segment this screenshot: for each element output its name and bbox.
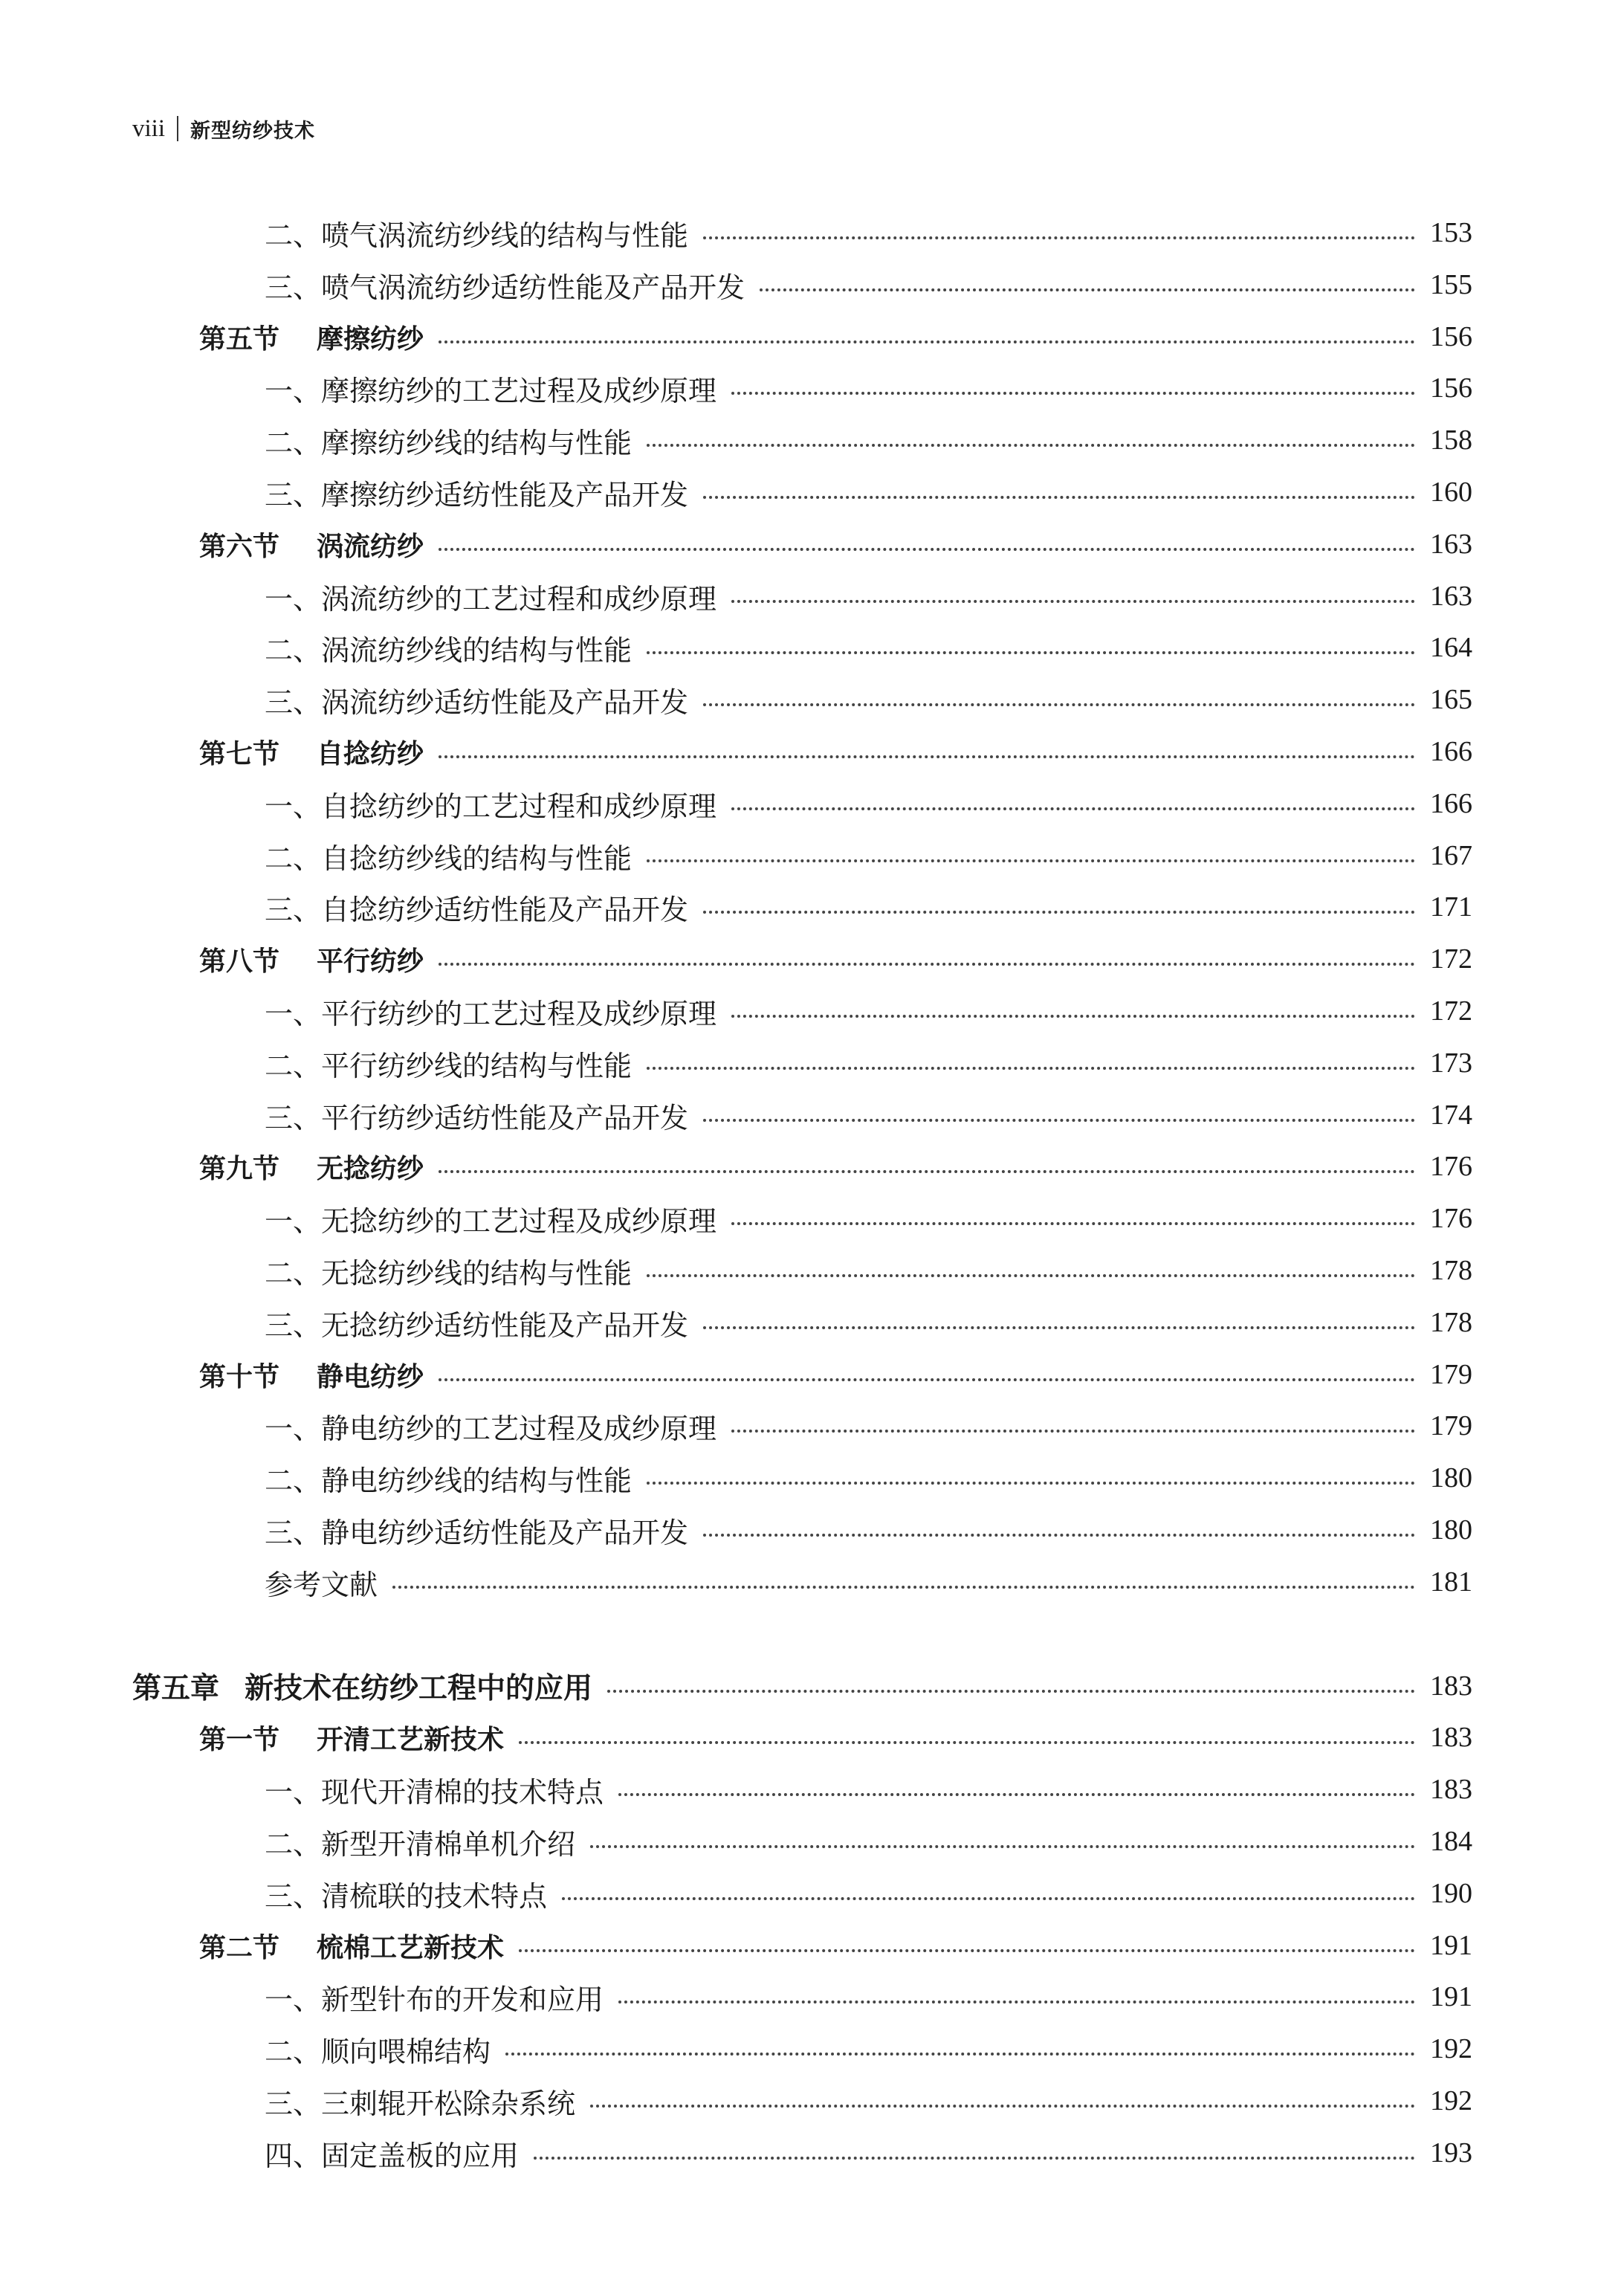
toc-section-entry (199, 1352, 1472, 1397)
entry-page-number: 192 (1430, 2085, 1472, 2116)
entry-page-number: 163 (1430, 529, 1472, 560)
dot-leader (703, 236, 1415, 239)
entry-title: 摩擦纺纱适纺性能及产品开发 (321, 478, 689, 511)
entry-title: 静电纺纱的工艺过程及成纱原理 (321, 1412, 717, 1445)
entry-title: 涡流纺纱适纺性能及产品开发 (321, 685, 689, 719)
toc-subsection-entry (265, 2027, 1472, 2071)
toc-subsection-entry (265, 1974, 1472, 2019)
entry-number: 三、 (265, 1308, 322, 1342)
dot-leader (618, 2001, 1415, 2003)
entry-title: 涡流纺纱的工艺过程和成纱原理 (321, 582, 717, 616)
entry-page-number: 191 (1430, 1930, 1472, 1961)
entry-number: 三、 (265, 685, 322, 719)
entry-number: 一、 (265, 1775, 322, 1809)
entry-page-number: 166 (1430, 736, 1472, 767)
entry-number: 三、 (265, 893, 322, 926)
toc-subsection-entry (265, 2131, 1472, 2175)
entry-text (265, 1769, 604, 1810)
toc-subsection-entry (265, 833, 1472, 878)
toc-subsection-entry (265, 1248, 1472, 1293)
dot-leader (439, 1378, 1415, 1381)
dot-leader (647, 1067, 1415, 1070)
toc-section-entry (199, 1715, 1472, 1760)
toc-subsection-entry (265, 989, 1472, 1033)
entry-text (199, 318, 424, 356)
entry-text (199, 733, 424, 771)
entry-page-number: 176 (1430, 1151, 1472, 1182)
entry-text (265, 1821, 575, 1862)
dot-leader (731, 600, 1415, 603)
entry-number: 一、 (265, 1204, 322, 1238)
toc-subsection-entry (265, 574, 1472, 619)
entry-title: 涡流纺纱线的结构与性能 (321, 633, 633, 667)
entry-page-number: 158 (1430, 424, 1472, 456)
entry-text (265, 368, 716, 409)
toc-subsection-entry (265, 418, 1472, 462)
running-header (132, 110, 315, 147)
dot-leader (703, 496, 1415, 499)
page-number: viii (132, 114, 166, 142)
toc-section-entry (199, 937, 1472, 981)
dot-leader (519, 1741, 1415, 1744)
entry-page-number: 172 (1430, 943, 1472, 975)
toc-subsection-entry (265, 262, 1472, 307)
entry-title: 顺向喂棉结构 (321, 2035, 491, 2068)
entry-text (132, 1665, 592, 1707)
dot-leader (703, 1534, 1415, 1537)
dot-leader (439, 1170, 1415, 1173)
dot-leader (703, 703, 1415, 706)
toc-subsection-entry (265, 1508, 1472, 1552)
entry-text (265, 576, 716, 617)
entry-number: 第八节 (199, 946, 280, 977)
entry-number: 二、 (265, 633, 322, 667)
dot-leader (760, 288, 1415, 291)
entry-page-number: 153 (1430, 217, 1472, 248)
toc-subsection-entry (265, 781, 1472, 826)
toc-subsection-entry (265, 677, 1472, 722)
entry-number: 三、 (265, 2087, 322, 2120)
toc-section-entry (199, 1923, 1472, 1968)
entry-text (265, 991, 716, 1032)
entry-number: 三、 (265, 271, 322, 304)
toc-subsection-entry (265, 1560, 1472, 1604)
entry-title: 喷气涡流纺纱线的结构与性能 (321, 219, 689, 252)
toc-subsection-entry (265, 1767, 1472, 1812)
entry-text (199, 1719, 504, 1757)
entry-number: 第六节 (199, 531, 280, 562)
entry-text (265, 836, 632, 876)
entry-page-number: 181 (1430, 1566, 1472, 1598)
dot-leader (439, 963, 1415, 966)
entry-text (265, 1562, 378, 1603)
entry-page-number: 176 (1430, 1203, 1472, 1234)
entry-text (265, 1250, 632, 1291)
entry-title: 摩擦纺纱线的结构与性能 (321, 426, 633, 459)
entry-text (265, 1043, 632, 1084)
entry-text (265, 1302, 688, 1343)
toc-subsection-entry (265, 1300, 1472, 1345)
entry-page-number: 163 (1430, 581, 1472, 612)
entry-title: 自捻纺纱线的结构与性能 (321, 842, 633, 875)
toc-subsection-entry (265, 1456, 1472, 1500)
entry-page-number: 179 (1430, 1359, 1472, 1390)
entry-text (199, 1927, 504, 1965)
entry-title: 平行纺纱适纺性能及产品开发 (321, 1101, 689, 1134)
entry-number: 二、 (265, 2035, 322, 2068)
dot-leader (647, 859, 1415, 862)
entry-text (265, 1977, 604, 2018)
toc-subsection-entry (265, 210, 1472, 255)
toc-subsection-entry (265, 366, 1472, 410)
entry-title: 摩擦纺纱 (317, 323, 424, 355)
entry-title: 新型开清棉单机介绍 (321, 1827, 576, 1861)
entry-number: 二、 (265, 842, 322, 875)
entry-text (265, 1095, 688, 1136)
entry-number: 一、 (265, 582, 322, 616)
entry-number: 三、 (265, 1101, 322, 1134)
entry-title: 固定盖板的应用 (321, 2139, 520, 2172)
entry-page-number: 160 (1430, 477, 1472, 508)
dot-leader (392, 1586, 1415, 1589)
entry-page-number: 183 (1430, 1722, 1472, 1753)
dot-leader (534, 2157, 1415, 2160)
dot-leader (505, 2053, 1415, 2056)
entry-page-number: 180 (1430, 1514, 1472, 1546)
entry-text (265, 1198, 716, 1239)
entry-page-number: 165 (1430, 684, 1472, 715)
entry-title: 自捻纺纱 (317, 738, 424, 769)
entry-number: 二、 (265, 219, 322, 252)
entry-title: 无捻纺纱适纺性能及产品开发 (321, 1308, 689, 1342)
dot-leader (590, 2105, 1415, 2108)
entry-page-number: 192 (1430, 2033, 1472, 2064)
toc-section-entry (199, 729, 1472, 774)
entry-number: 第五节 (199, 323, 280, 355)
entry-text (265, 213, 688, 254)
entry-page-number: 156 (1430, 321, 1472, 352)
dot-leader (439, 340, 1415, 343)
toc-subsection-entry (265, 885, 1472, 929)
entry-title: 开清工艺新技术 (317, 1724, 505, 1755)
entry-page-number: 193 (1430, 2137, 1472, 2169)
entry-text (265, 420, 632, 461)
entry-title: 无捻纺纱 (317, 1153, 424, 1184)
entry-number: 第七节 (199, 738, 280, 769)
entry-text (199, 940, 424, 978)
dot-leader (519, 1949, 1415, 1952)
entry-number: 第九节 (199, 1153, 280, 1184)
toc-subsection-entry (265, 1196, 1472, 1241)
entry-title: 无捻纺纱线的结构与性能 (321, 1256, 633, 1290)
entry-title: 静电纺纱线的结构与性能 (321, 1464, 633, 1497)
entry-text (265, 679, 688, 720)
entry-page-number: 178 (1430, 1307, 1472, 1338)
dot-leader (562, 1897, 1415, 1900)
entry-page-number: 173 (1430, 1047, 1472, 1079)
entry-page-number: 172 (1430, 995, 1472, 1027)
entry-text (199, 1356, 424, 1394)
entry-text (265, 1873, 547, 1914)
entry-text (265, 1406, 716, 1447)
entry-number: 一、 (265, 1983, 322, 2016)
entry-page-number: 171 (1430, 891, 1472, 923)
dot-leader (731, 807, 1415, 810)
entry-page-number: 174 (1430, 1099, 1472, 1131)
entry-page-number: 183 (1430, 1774, 1472, 1805)
entry-number: 三、 (265, 1516, 322, 1549)
entry-title: 新技术在纺纱工程中的应用 (245, 1671, 593, 1705)
dot-leader (647, 651, 1415, 654)
toc-section-entry (199, 314, 1472, 359)
entry-number: 第五章 (132, 1671, 220, 1705)
entry-text (265, 784, 716, 824)
entry-number: 第一节 (199, 1724, 280, 1755)
dot-leader (647, 1274, 1415, 1277)
entry-number: 二、 (265, 1464, 322, 1497)
entry-page-number: 156 (1430, 372, 1472, 404)
dot-leader (647, 1482, 1415, 1485)
entry-title: 无捻纺纱的工艺过程及成纱原理 (321, 1204, 717, 1238)
entry-title: 参考文献 (265, 1568, 378, 1601)
toc-subsection-entry (265, 1041, 1472, 1085)
dot-leader (590, 1845, 1415, 1848)
entry-title: 平行纺纱线的结构与性能 (321, 1049, 633, 1082)
entry-title: 静电纺纱适纺性能及产品开发 (321, 1516, 689, 1549)
entry-number: 一、 (265, 997, 322, 1030)
entry-text (265, 887, 688, 928)
entry-title: 现代开清棉的技术特点 (321, 1775, 604, 1809)
entry-title: 新型针布的开发和应用 (321, 1983, 604, 2016)
dot-leader (703, 911, 1415, 914)
entry-title: 平行纺纱 (317, 946, 424, 977)
entry-text (265, 2133, 519, 2174)
entry-number: 四、 (265, 2139, 322, 2172)
dot-leader (703, 1119, 1415, 1122)
entry-page-number: 179 (1430, 1410, 1472, 1441)
dot-leader (731, 392, 1415, 395)
entry-page-number: 164 (1430, 632, 1472, 663)
entry-title: 清梳联的技术特点 (321, 1879, 548, 1913)
entry-number: 三、 (265, 478, 322, 511)
entry-number: 第十节 (199, 1361, 280, 1392)
toc-section-entry (199, 1144, 1472, 1189)
dot-leader (731, 1015, 1415, 1018)
entry-number: 一、 (265, 789, 322, 823)
dot-leader (703, 1326, 1415, 1329)
entry-page-number: 191 (1430, 1981, 1472, 2012)
book-title: 新型纺纱技术 (190, 119, 316, 143)
entry-number: 一、 (265, 1412, 322, 1445)
dot-leader (439, 548, 1415, 551)
entry-page-number: 178 (1430, 1255, 1472, 1286)
dot-leader (647, 444, 1415, 447)
entry-page-number: 166 (1430, 788, 1472, 819)
entry-page-number: 155 (1430, 269, 1472, 300)
entry-text (265, 2029, 491, 2070)
toc-subsection-entry (265, 1404, 1472, 1448)
dot-leader (618, 1793, 1415, 1796)
entry-title: 平行纺纱的工艺过程及成纱原理 (321, 997, 717, 1030)
toc-subsection-entry (265, 1819, 1472, 1864)
entry-number: 三、 (265, 1879, 322, 1913)
entry-title: 自捻纺纱适纺性能及产品开发 (321, 893, 689, 926)
entry-text (265, 1458, 632, 1499)
toc-subsection-entry (265, 470, 1472, 514)
entry-title: 梳棉工艺新技术 (317, 1932, 505, 1963)
entry-title: 喷气涡流纺纱适纺性能及产品开发 (321, 271, 745, 304)
entry-number: 第二节 (199, 1932, 280, 1963)
entry-page-number: 167 (1430, 840, 1472, 871)
toc-subsection-entry (265, 1871, 1472, 1916)
entry-text (199, 1148, 424, 1186)
toc-subsection-entry (265, 625, 1472, 670)
header-divider (177, 116, 178, 141)
entry-page-number: 184 (1430, 1826, 1472, 1857)
dot-leader (439, 755, 1415, 758)
entry-number: 二、 (265, 426, 322, 459)
entry-title: 摩擦纺纱的工艺过程及成纱原理 (321, 374, 717, 407)
dot-leader (731, 1430, 1415, 1433)
dot-leader (731, 1222, 1415, 1225)
entry-text (265, 472, 688, 513)
entry-text (265, 265, 745, 306)
entry-number: 二、 (265, 1256, 322, 1290)
entry-title: 涡流纺纱 (317, 531, 424, 562)
toc-subsection-entry (265, 2079, 1472, 2123)
entry-text (265, 627, 632, 668)
entry-page-number: 183 (1430, 1670, 1472, 1702)
toc-chapter-entry (132, 1664, 1472, 1708)
toc-subsection-entry (265, 1093, 1472, 1137)
entry-number: 二、 (265, 1049, 322, 1082)
entry-text (199, 526, 424, 564)
entry-number: 二、 (265, 1827, 322, 1861)
entry-page-number: 180 (1430, 1462, 1472, 1494)
entry-title: 自捻纺纱的工艺过程和成纱原理 (321, 789, 717, 823)
entry-page-number: 190 (1430, 1878, 1472, 1909)
toc-section-entry (199, 522, 1472, 566)
entry-title: 静电纺纱 (317, 1361, 424, 1392)
dot-leader (607, 1690, 1415, 1693)
entry-text (265, 2081, 575, 2122)
entry-number: 一、 (265, 374, 322, 407)
entry-title: 三刺辊开松除杂系统 (321, 2087, 576, 2120)
entry-text (265, 1510, 688, 1551)
